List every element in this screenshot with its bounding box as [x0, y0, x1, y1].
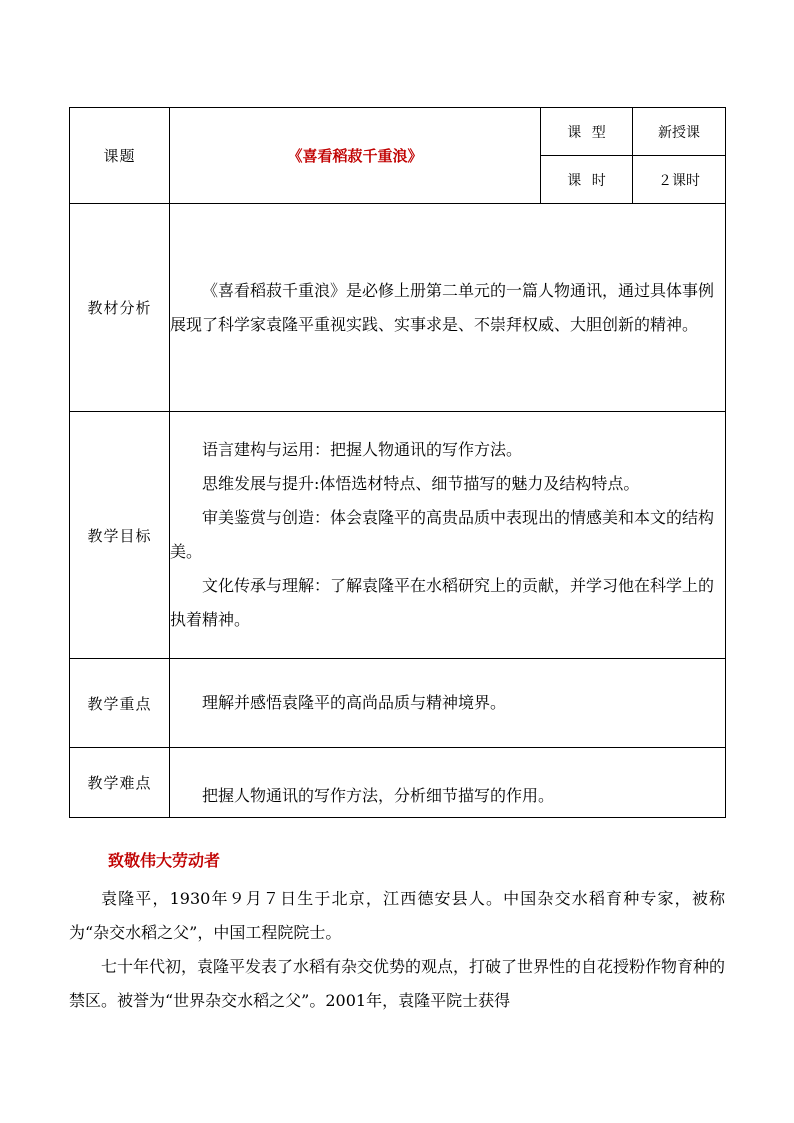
label-material-analysis: 教材分析	[70, 204, 170, 412]
label-key-points: 教学重点	[70, 659, 170, 748]
label-difficult-points: 教学难点	[70, 748, 170, 818]
lesson-title: 《喜看稻菽千重浪》	[170, 108, 541, 204]
label-topic: 课题	[70, 108, 170, 204]
section-heading: 致敬伟大劳动者	[108, 851, 221, 870]
goal-item: 思维发展与提升:体悟选材特点、细节描写的魅力及结构特点。	[202, 474, 640, 493]
label-lesson-type: 课 型	[541, 108, 633, 156]
goal-item: 语言建构与运用：把握人物通讯的写作方法。	[202, 440, 523, 459]
body-paragraph: 七十年代初，袁隆平发表了水稻有杂交优势的观点，打破了世界性的自花授粉作物育种的禁区。被誉为“世界杂交水稻之父”。2001年，袁隆平院士获得	[69, 957, 726, 1010]
lesson-plan-table	[69, 107, 726, 818]
difficult-points-cell	[170, 748, 726, 818]
value-lesson-type: 新授课	[633, 108, 726, 156]
material-analysis-text: 《喜看稻菽千重浪》是必修上册第二单元的一篇人物通讯，通过具体事例展现了科学家袁隆平重视实践、实事求是、不崇拜权威、大胆创新的精神。	[170, 280, 715, 334]
label-teaching-goals: 教学目标	[70, 412, 170, 659]
value-class-hours: ２课时	[633, 156, 726, 204]
difficult-points-text: 把握人物通讯的写作方法，分析细节描写的作用。	[202, 786, 555, 805]
section-body	[69, 882, 725, 1018]
body-paragraph: 袁隆平，1930年９月７日生于北京，江西德安县人。中国杂交水稻育种专家，被称为“杂交水稻之父”，中国工程院院士。	[69, 889, 725, 942]
goal-item: 审美鉴赏与创造：体会袁隆平的高贵品质中表现出的情感美和本文的结构美。	[170, 508, 715, 561]
key-points-cell	[170, 659, 726, 748]
label-class-hours: 课 时	[541, 156, 633, 204]
material-analysis-cell	[170, 204, 726, 412]
teaching-goals-cell	[170, 412, 726, 659]
goal-item: 文化传承与理解：了解袁隆平在水稻研究上的贡献，并学习他在科学上的执着精神。	[170, 576, 715, 629]
key-points-text: 理解并感悟袁隆平的高尚品质与精神境界。	[202, 693, 507, 712]
